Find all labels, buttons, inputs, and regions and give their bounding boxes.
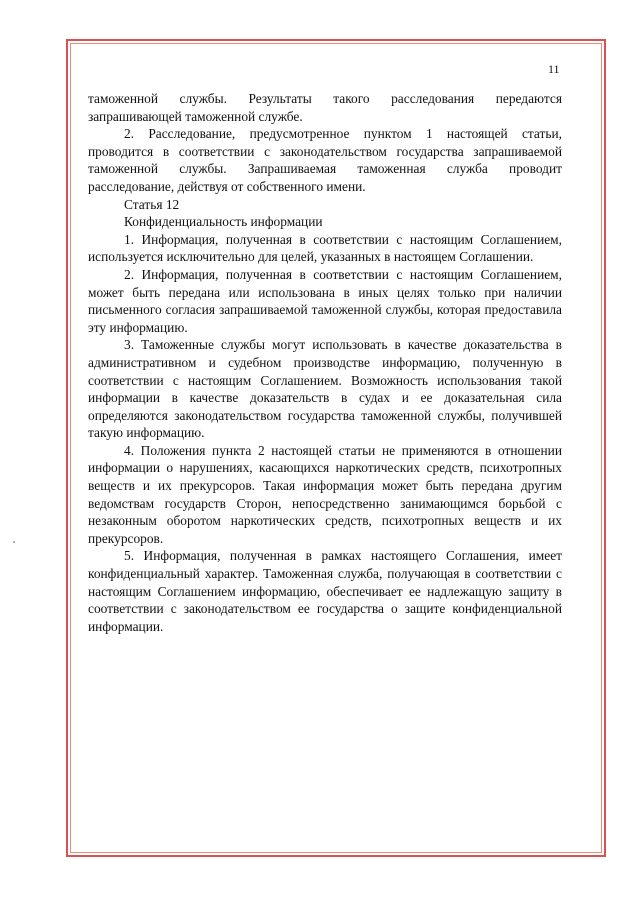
clause-1: 1. Информация, полученная в соответствии с настоящим Соглашением, используется исключительно для целей, указанных в настоящем Соглашении.: [88, 231, 562, 265]
paragraph-investigation-2: 2. Расследование, предусмотренное пунктом 1 настоящей статьи, проводится в соответствии с законодательством государства запрашиваемой таможенной службы. Запрашиваемая таможенная служба проводит расследование, действуя от собственного имени.: [88, 126, 562, 194]
page-number: 11: [548, 62, 560, 76]
article-title: Конфиденциальность информации: [124, 214, 323, 230]
clause-4: 4. Положения пункта 2 настоящей статьи не применяются в отношении информации о нарушениях, касающихся наркотических средств, психотропных веществ и их прекурсоров. Такая информация может быть передана другим ведомствам государств Сторон, непосредственно занимающимся борьбой с незаконным оборотом наркотических средств, психотропных веществ и их прекурсоров.: [88, 442, 562, 546]
article-number: Статья 12: [124, 196, 180, 212]
scan-speck: [13, 541, 15, 543]
document-body: [88, 90, 562, 635]
clause-5: 5. Информация, полученная в рамках настоящего Соглашения, имеет конфиденциальный характер. Таможенная служба, получающая в соответствии с настоящим Соглашением информацию, обеспечивает ее надлежащую защиту в соответствии с законодательством ее государства о защите конфиденциальной информации.: [88, 548, 562, 634]
clause-2: 2. Информация, полученная в соответствии с настоящим Соглашением, может быть передана или использована в иных целях только при наличии письменного согласия запрашиваемой таможенной службы, которая предоставила эту информацию.: [88, 266, 562, 335]
clause-3: 3. Таможенные службы могут использовать в качестве доказательства в административном и судебном производстве информацию, полученную в соответствии с настоящим Соглашением. Возможность использования такой информации в качестве доказательств в судах и ее доказательная сила определяются законодательством государства таможенной службы, получившей такую информацию.: [88, 337, 562, 441]
paragraph-continuation: таможенной службы. Результаты такого расследования передаются запрашивающей таможенной службе.: [88, 91, 562, 124]
